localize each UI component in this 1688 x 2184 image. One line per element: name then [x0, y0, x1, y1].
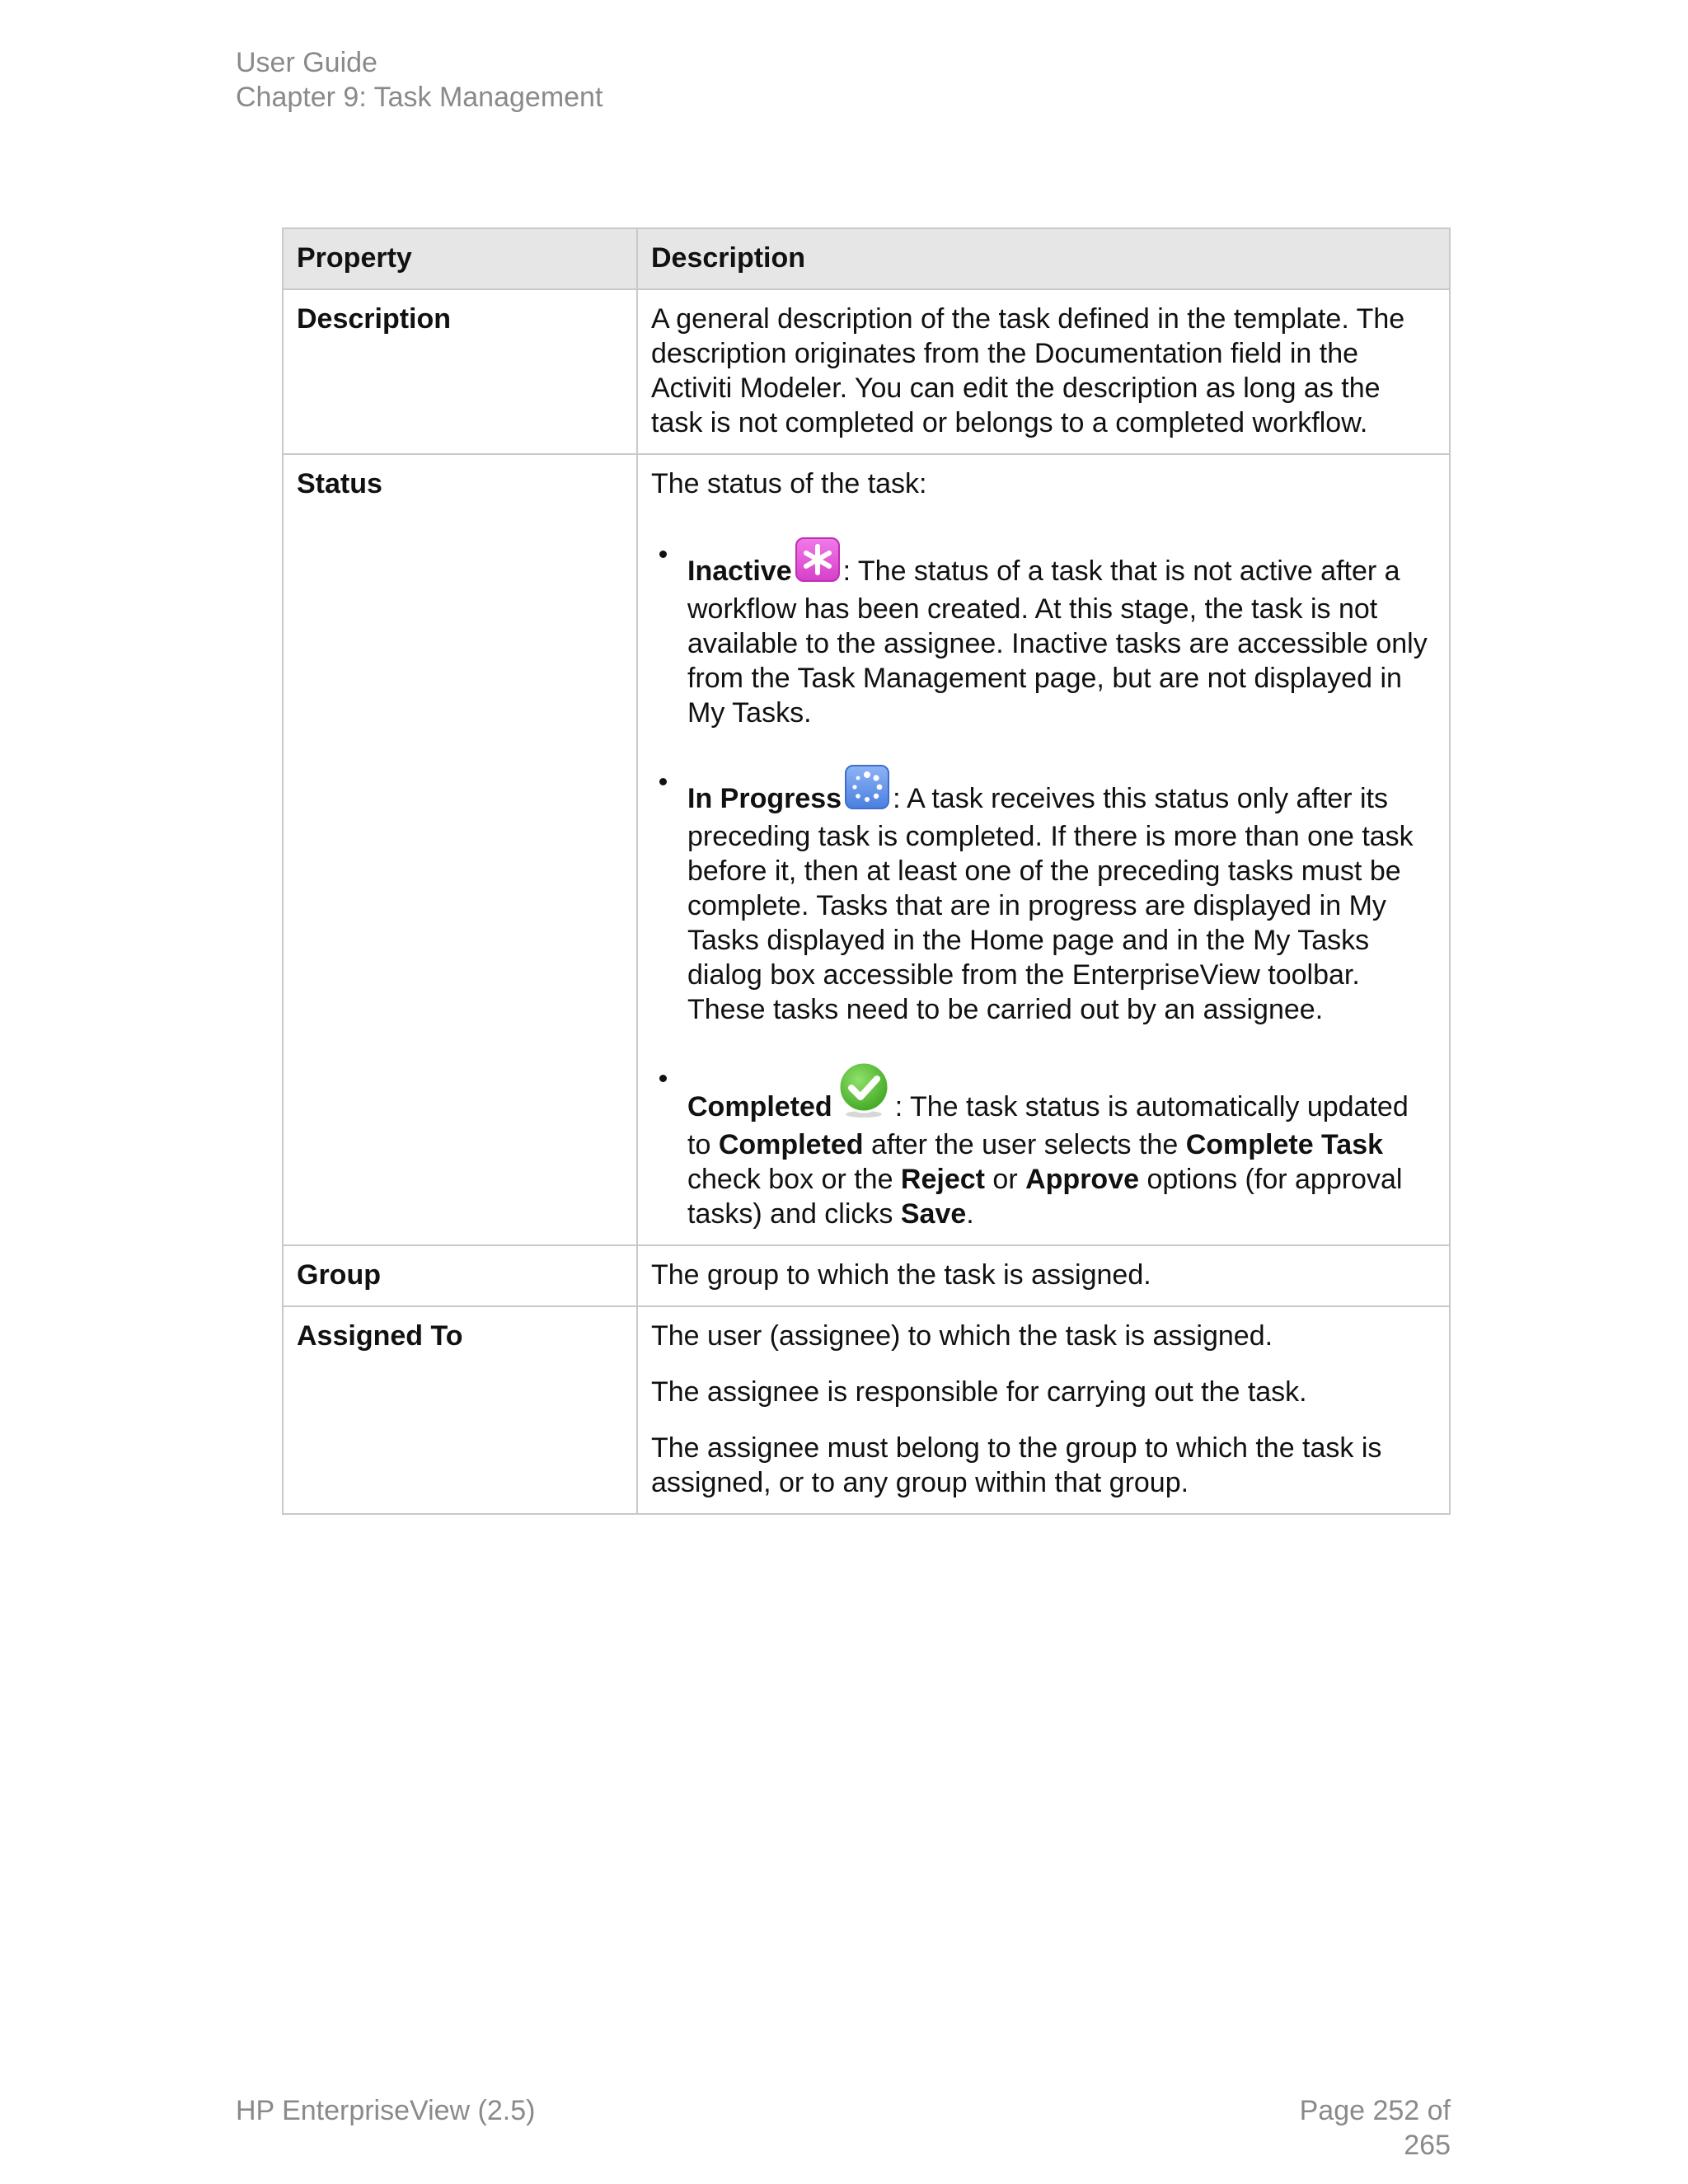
- header-chapter-title: Chapter 9: Task Management: [236, 82, 603, 113]
- inline-bold: Reject: [900, 1164, 985, 1195]
- footer-product: HP EnterpriseView (2.5): [236, 2095, 536, 2126]
- in-progress-spinner-icon: [843, 763, 891, 819]
- status-item-text: .: [966, 1198, 974, 1230]
- description-text: The user (assignee) to which the task is assigned.: [651, 1320, 1273, 1352]
- table-header-row: [283, 228, 1450, 289]
- status-list: [651, 536, 1436, 1231]
- table-row-group: [283, 1245, 1450, 1306]
- column-header-property: Property: [283, 228, 637, 289]
- footer-page-number: Page 252 of 265: [1299, 2095, 1451, 2161]
- inline-bold: Completed: [718, 1129, 864, 1160]
- status-intro: The status of the task:: [651, 468, 927, 499]
- property-table: [282, 227, 1451, 1515]
- property-description: [637, 454, 1450, 1245]
- status-item-text: after the user selects the: [863, 1129, 1186, 1160]
- property-name: Assigned To: [283, 1306, 637, 1514]
- description-text: The assignee is responsible for carrying out the task.: [651, 1376, 1307, 1408]
- property-description: [637, 1306, 1450, 1514]
- property-name: Group: [283, 1245, 637, 1306]
- status-item-text: : A task receives this status only after its preceding task is completed. If there is more than one task before it, then at least one of the preceding tasks must be complete. Tasks that are in progress are displayed in My Tasks displayed in the Home page and in the My Tasks dialog box accessible from the EnterpriseView toolbar. These tasks need to be carried out by an assignee.: [687, 783, 1414, 1025]
- inline-bold: Complete Task: [1185, 1129, 1384, 1160]
- header-guide-title: User Guide: [236, 47, 377, 78]
- status-term: Inactive: [687, 555, 792, 587]
- description-text: The assignee must belong to the group to which the task is assigned, or to any group within that group.: [651, 1432, 1382, 1498]
- running-header: [236, 45, 603, 115]
- property-description: [637, 1245, 1450, 1306]
- status-item-text: options (for approval tasks) and clicks: [687, 1164, 1403, 1230]
- status-item-inactive: [687, 536, 1436, 730]
- table-row-status: [283, 454, 1450, 1245]
- property-description: [637, 289, 1450, 454]
- status-item-text: : The task status is automatically updated to: [687, 1091, 1409, 1160]
- status-item-in-progress: [687, 763, 1436, 1027]
- description-text: A general description of the task defined in the template. The description originates from the Documentation field in the Activiti Modeler. You can edit the description as long as the task is not completed or belongs to a completed workflow.: [651, 303, 1405, 438]
- property-name: Description: [283, 289, 637, 454]
- table-row-assigned-to: [283, 1306, 1450, 1514]
- inline-bold: Approve: [1025, 1164, 1140, 1195]
- inline-bold: Save: [900, 1198, 967, 1230]
- completed-check-icon: [834, 1060, 893, 1127]
- column-header-description: Description: [637, 228, 1450, 289]
- description-text: The group to which the task is assigned.: [651, 1259, 1151, 1291]
- table-row-description: [283, 289, 1450, 454]
- property-name: Status: [283, 454, 637, 1245]
- status-item-text: check box or the: [687, 1164, 901, 1195]
- status-item-completed: [687, 1060, 1436, 1231]
- status-item-text: : The status of a task that is not active after a workflow has been created. At this stage, the task is not available to the assignee. Inactive tasks are accessible only from the Task Management page, but are not displayed in My Tasks.: [687, 555, 1428, 729]
- inactive-asterisk-icon: [794, 536, 842, 592]
- status-term: Completed: [687, 1091, 832, 1122]
- status-term: In Progress: [687, 783, 842, 814]
- status-item-text: or: [984, 1164, 1026, 1195]
